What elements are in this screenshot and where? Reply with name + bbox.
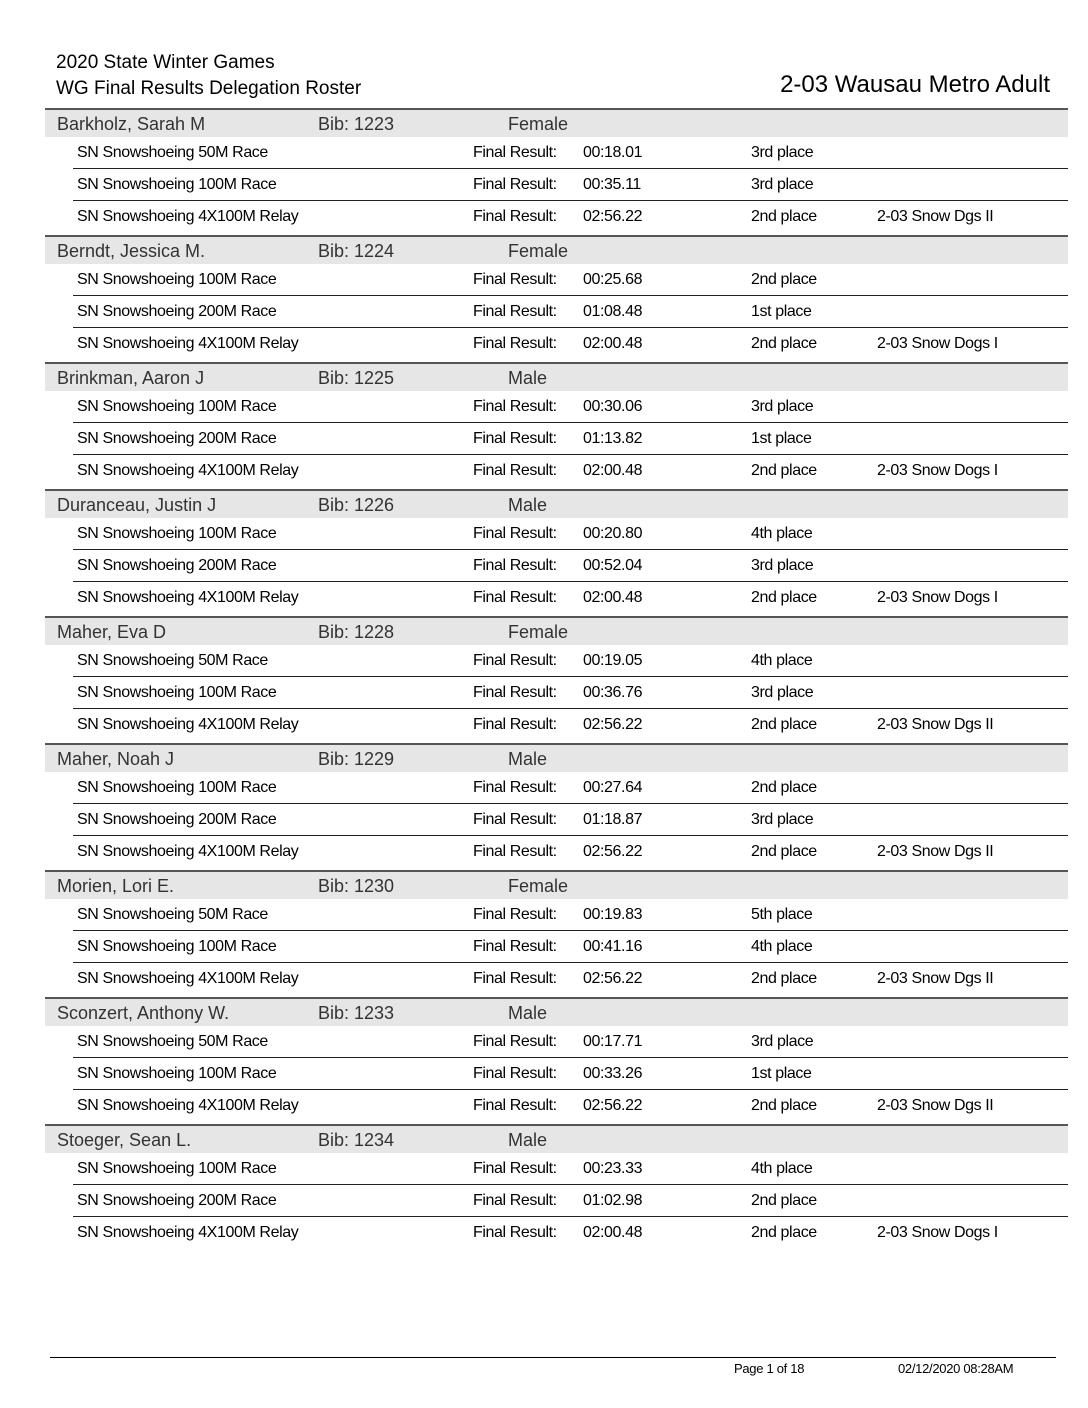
final-result-time: 00:41.16	[583, 938, 643, 955]
athlete-bib: Bib: 1229	[318, 749, 395, 769]
relay-team: 2-03 Snow Dogs I	[877, 1224, 998, 1241]
final-result-time: 01:18.87	[583, 811, 643, 828]
final-result-label: Final Result:	[473, 779, 557, 796]
athlete-bib: Bib: 1228	[318, 622, 395, 642]
event-row	[45, 137, 1068, 169]
event-row	[45, 391, 1068, 423]
event-place: 1st place	[751, 430, 812, 447]
final-result-time: 00:25.68	[583, 271, 643, 288]
athlete-name: Stoeger, Sean L.	[57, 1130, 192, 1150]
final-result-time: 02:56.22	[583, 970, 643, 987]
event-row	[45, 1026, 1068, 1058]
event-place: 3rd place	[751, 176, 814, 193]
event-place: 2nd place	[751, 208, 817, 225]
athlete-block	[45, 870, 1068, 995]
print-timestamp: 02/12/2020 08:28AM	[898, 1361, 1014, 1376]
final-result-time: 00:17.71	[583, 1033, 643, 1050]
event-name: SN Snowshoeing 50M Race	[77, 652, 268, 669]
athlete-block	[45, 489, 1068, 614]
report-subtitle: WG Final Results Delegation Roster	[56, 78, 362, 99]
athlete-bib: Bib: 1223	[318, 114, 395, 134]
athlete-name: Morien, Lori E.	[57, 876, 175, 896]
final-result-label: Final Result:	[473, 843, 557, 860]
final-result-time: 00:19.05	[583, 652, 643, 669]
athlete-gender: Female	[508, 622, 569, 642]
event-name: SN Snowshoeing 100M Race	[77, 398, 277, 415]
final-result-time: 02:00.48	[583, 462, 643, 479]
event-name: SN Snowshoeing 100M Race	[77, 176, 277, 193]
final-result-time: 00:52.04	[583, 557, 643, 574]
athlete-name: Berndt, Jessica M.	[57, 241, 206, 261]
athlete-gender: Male	[508, 749, 548, 769]
event-row	[45, 804, 1068, 836]
final-result-label: Final Result:	[473, 684, 557, 701]
event-place: 1st place	[751, 1065, 812, 1082]
event-place: 2nd place	[751, 1224, 817, 1241]
athlete-gender: Male	[508, 1130, 548, 1150]
delegation-name: 2-03 Wausau Metro Adult	[780, 71, 1050, 98]
final-result-time: 02:00.48	[583, 1224, 643, 1241]
final-result-time: 00:19.83	[583, 906, 643, 923]
final-result-time: 02:56.22	[583, 1097, 643, 1114]
athlete-gender: Female	[508, 241, 569, 261]
event-row	[45, 455, 1068, 487]
final-result-label: Final Result:	[473, 271, 557, 288]
event-place: 2nd place	[751, 589, 817, 606]
relay-team: 2-03 Snow Dogs I	[877, 462, 998, 479]
final-result-label: Final Result:	[473, 398, 557, 415]
final-result-label: Final Result:	[473, 176, 557, 193]
event-row	[45, 836, 1068, 868]
final-result-time: 00:35.11	[583, 176, 641, 193]
event-place: 2nd place	[751, 970, 817, 987]
final-result-time: 00:18.01	[583, 144, 643, 161]
final-result-label: Final Result:	[473, 1033, 557, 1050]
final-result-time: 01:02.98	[583, 1192, 643, 1209]
event-name: SN Snowshoeing 100M Race	[77, 525, 277, 542]
event-place: 5th place	[751, 906, 813, 923]
final-result-time: 02:56.22	[583, 208, 643, 225]
event-name: SN Snowshoeing 4X100M Relay	[77, 843, 299, 860]
event-name: SN Snowshoeing 200M Race	[77, 1192, 277, 1209]
athlete-header	[45, 489, 1068, 518]
athlete-gender: Male	[508, 368, 548, 388]
final-result-label: Final Result:	[473, 589, 557, 606]
final-result-label: Final Result:	[473, 716, 557, 733]
final-result-label: Final Result:	[473, 652, 557, 669]
event-place: 2nd place	[751, 779, 817, 796]
relay-team: 2-03 Snow Dogs I	[877, 335, 998, 352]
event-row	[45, 899, 1068, 931]
final-result-label: Final Result:	[473, 208, 557, 225]
athlete-block	[45, 616, 1068, 741]
event-row	[45, 1090, 1068, 1122]
final-result-label: Final Result:	[473, 1160, 557, 1177]
event-place: 4th place	[751, 938, 813, 955]
event-place: 4th place	[751, 1160, 813, 1177]
event-row	[45, 963, 1068, 995]
athlete-name: Maher, Eva D	[57, 622, 167, 642]
event-row	[45, 645, 1068, 677]
event-name: SN Snowshoeing 100M Race	[77, 1065, 277, 1082]
athlete-bib: Bib: 1224	[318, 241, 395, 261]
final-result-label: Final Result:	[473, 1224, 557, 1241]
event-name: SN Snowshoeing 4X100M Relay	[77, 589, 299, 606]
athlete-header	[45, 108, 1068, 137]
event-place: 3rd place	[751, 811, 814, 828]
final-result-label: Final Result:	[473, 1065, 557, 1082]
event-row	[45, 1058, 1068, 1090]
event-row	[45, 264, 1068, 296]
final-result-label: Final Result:	[473, 303, 557, 320]
athlete-block	[45, 743, 1068, 868]
final-result-label: Final Result:	[473, 970, 557, 987]
final-result-label: Final Result:	[473, 938, 557, 955]
athlete-bib: Bib: 1225	[318, 368, 395, 388]
event-place: 3rd place	[751, 144, 814, 161]
event-place: 2nd place	[751, 271, 817, 288]
final-result-time: 00:33.26	[583, 1065, 643, 1082]
athlete-bib: Bib: 1230	[318, 876, 395, 896]
relay-team: 2-03 Snow Dgs II	[877, 1097, 994, 1114]
event-place: 3rd place	[751, 557, 814, 574]
event-place: 2nd place	[751, 462, 817, 479]
final-result-time: 02:00.48	[583, 335, 643, 352]
event-place: 1st place	[751, 303, 812, 320]
event-row	[45, 931, 1068, 963]
final-result-time: 02:00.48	[583, 589, 643, 606]
event-row	[45, 772, 1068, 804]
event-name: SN Snowshoeing 100M Race	[77, 779, 277, 796]
final-result-label: Final Result:	[473, 430, 557, 447]
event-name: SN Snowshoeing 100M Race	[77, 938, 277, 955]
event-row	[45, 677, 1068, 709]
delegation-roster	[45, 108, 1068, 1249]
event-place: 4th place	[751, 652, 813, 669]
event-row	[45, 518, 1068, 550]
final-result-label: Final Result:	[473, 1192, 557, 1209]
event-row	[45, 201, 1068, 233]
athlete-block	[45, 362, 1068, 487]
final-result-label: Final Result:	[473, 557, 557, 574]
event-name: SN Snowshoeing 100M Race	[77, 1160, 277, 1177]
final-result-time: 01:08.48	[583, 303, 643, 320]
event-name: SN Snowshoeing 4X100M Relay	[77, 335, 299, 352]
event-place: 3rd place	[751, 684, 814, 701]
event-name: SN Snowshoeing 100M Race	[77, 684, 277, 701]
event-name: SN Snowshoeing 200M Race	[77, 430, 277, 447]
final-result-time: 00:27.64	[583, 779, 643, 796]
athlete-header	[45, 616, 1068, 645]
final-result-label: Final Result:	[473, 906, 557, 923]
athlete-name: Duranceau, Justin J	[57, 495, 217, 515]
event-name: SN Snowshoeing 50M Race	[77, 906, 268, 923]
event-row	[45, 296, 1068, 328]
event-name: SN Snowshoeing 4X100M Relay	[77, 1224, 299, 1241]
athlete-gender: Female	[508, 114, 569, 134]
event-name: SN Snowshoeing 200M Race	[77, 557, 277, 574]
event-name: SN Snowshoeing 4X100M Relay	[77, 1097, 299, 1114]
event-name: SN Snowshoeing 100M Race	[77, 271, 277, 288]
final-result-time: 00:23.33	[583, 1160, 643, 1177]
event-place: 3rd place	[751, 398, 814, 415]
athlete-bib: Bib: 1233	[318, 1003, 395, 1023]
final-result-label: Final Result:	[473, 811, 557, 828]
athlete-header	[45, 870, 1068, 899]
athlete-block	[45, 235, 1068, 360]
final-result-time: 00:30.06	[583, 398, 643, 415]
event-name: SN Snowshoeing 50M Race	[77, 1033, 268, 1050]
relay-team: 2-03 Snow Dogs I	[877, 589, 998, 606]
event-place: 2nd place	[751, 1192, 817, 1209]
athlete-header	[45, 362, 1068, 391]
athlete-header	[45, 997, 1068, 1026]
final-result-label: Final Result:	[473, 144, 557, 161]
final-result-time: 00:36.76	[583, 684, 643, 701]
event-name: SN Snowshoeing 4X100M Relay	[77, 208, 299, 225]
final-result-time: 02:56.22	[583, 716, 643, 733]
event-place: 2nd place	[751, 335, 817, 352]
athlete-name: Barkholz, Sarah M	[57, 114, 206, 134]
event-row	[45, 550, 1068, 582]
final-result-time: 01:13.82	[583, 430, 643, 447]
event-place: 2nd place	[751, 1097, 817, 1114]
relay-team: 2-03 Snow Dgs II	[877, 970, 994, 987]
final-result-label: Final Result:	[473, 1097, 557, 1114]
footer-divider	[50, 1357, 1056, 1358]
event-name: SN Snowshoeing 4X100M Relay	[77, 970, 299, 987]
event-name: SN Snowshoeing 200M Race	[77, 303, 277, 320]
athlete-block	[45, 108, 1068, 233]
event-name: SN Snowshoeing 4X100M Relay	[77, 462, 299, 479]
event-row	[45, 1185, 1068, 1217]
final-result-label: Final Result:	[473, 335, 557, 352]
event-row	[45, 423, 1068, 455]
final-result-label: Final Result:	[473, 525, 557, 542]
athlete-header	[45, 235, 1068, 264]
event-row	[45, 169, 1068, 201]
athlete-name: Brinkman, Aaron J	[57, 368, 205, 388]
event-row	[45, 1217, 1068, 1249]
event-name: SN Snowshoeing 4X100M Relay	[77, 716, 299, 733]
relay-team: 2-03 Snow Dgs II	[877, 716, 994, 733]
event-name: SN Snowshoeing 50M Race	[77, 144, 268, 161]
athlete-block	[45, 997, 1068, 1122]
event-place: 2nd place	[751, 716, 817, 733]
page-number: Page 1 of 18	[734, 1361, 805, 1376]
athlete-gender: Male	[508, 495, 548, 515]
athlete-block	[45, 1124, 1068, 1249]
report-header	[56, 50, 1050, 102]
final-result-time: 00:20.80	[583, 525, 643, 542]
event-row	[45, 582, 1068, 614]
athlete-header	[45, 743, 1068, 772]
event-place: 3rd place	[751, 1033, 814, 1050]
final-result-label: Final Result:	[473, 462, 557, 479]
relay-team: 2-03 Snow Dgs II	[877, 843, 994, 860]
event-place: 4th place	[751, 525, 813, 542]
athlete-bib: Bib: 1234	[318, 1130, 395, 1150]
final-result-time: 02:56.22	[583, 843, 643, 860]
athlete-bib: Bib: 1226	[318, 495, 395, 515]
event-row	[45, 328, 1068, 360]
event-name: SN Snowshoeing 200M Race	[77, 811, 277, 828]
event-row	[45, 709, 1068, 741]
event-place: 2nd place	[751, 843, 817, 860]
event-row	[45, 1153, 1068, 1185]
athlete-gender: Male	[508, 1003, 548, 1023]
athlete-gender: Female	[508, 876, 569, 896]
relay-team: 2-03 Snow Dgs II	[877, 208, 994, 225]
athlete-name: Maher, Noah J	[57, 749, 175, 769]
athlete-name: Sconzert, Anthony W.	[57, 1003, 230, 1023]
report-title: 2020 State Winter Games	[56, 52, 275, 73]
athlete-header	[45, 1124, 1068, 1153]
